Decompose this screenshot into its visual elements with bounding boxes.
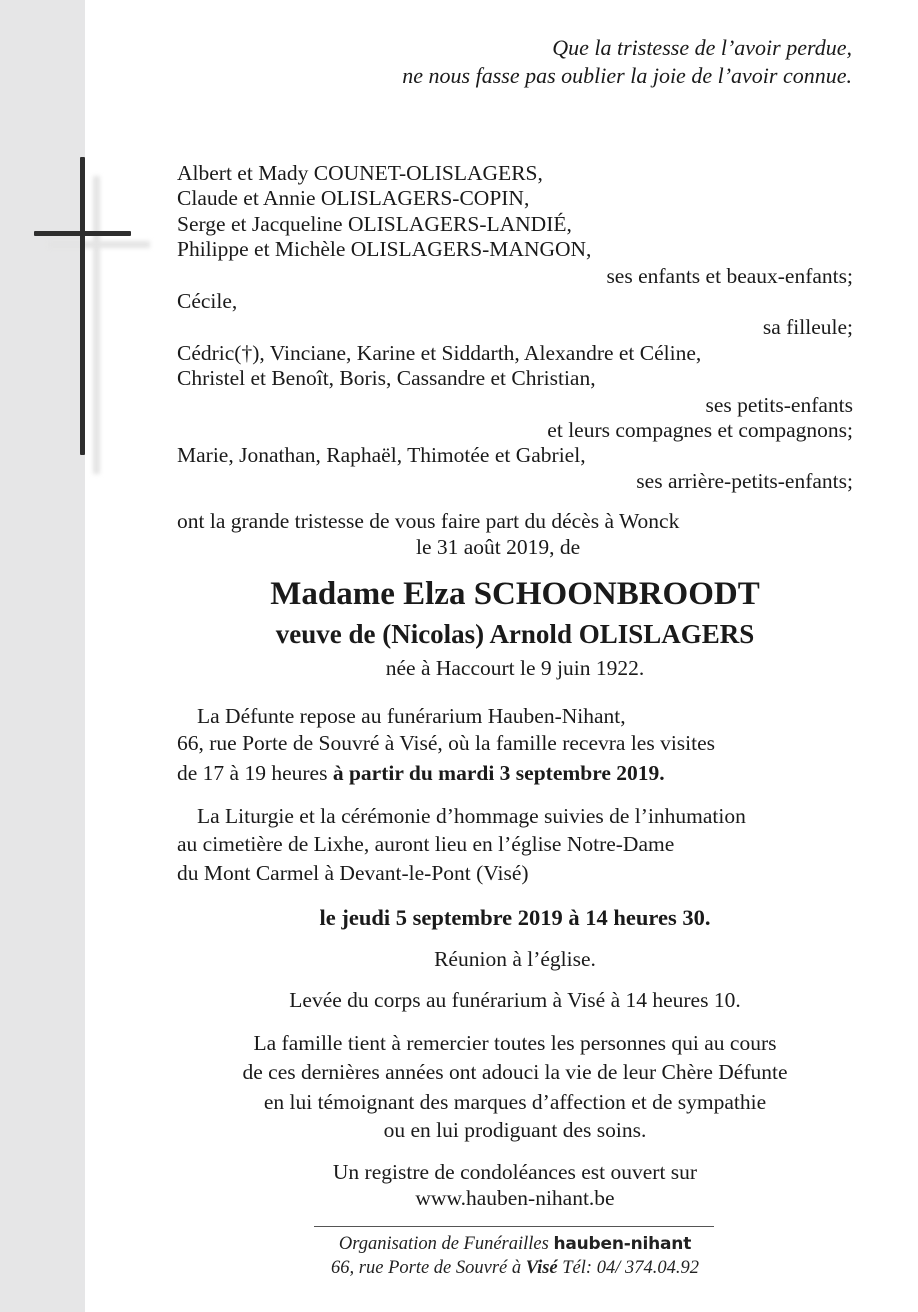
thanks-line-2: de ces dernières années ont adouci la vie de leur Chère Défunte <box>242 1060 788 1084</box>
thanks-line-4: ou en lui prodiguant des soins. <box>383 1118 647 1142</box>
grandchildren-line-2: Christel et Benoît, Boris, Cassandre et Christian, <box>177 366 596 390</box>
footer-street: 66, rue Porte de Souvré à <box>331 1258 526 1278</box>
left-sidebar-band <box>0 0 85 1312</box>
family-child-3: Serge et Jacqueline OLISLAGERS-LANDIÉ, <box>177 212 572 236</box>
great-grandchildren-role: ses arrière-petits-enfants; <box>636 469 853 493</box>
footer-divider <box>314 1226 714 1227</box>
quote-line-1: Que la tristesse de l’avoir perdue, <box>552 35 852 60</box>
epitaph-quote <box>402 34 852 90</box>
family-child-1: Albert et Mady COUNET-OLISLAGERS, <box>177 161 543 185</box>
footer-phone: Tél: 04/ 374.04.92 <box>557 1258 699 1278</box>
meeting-info: Réunion à l’église. <box>434 947 596 971</box>
footer-organisation <box>260 1232 770 1256</box>
grandchildren-line-1: Cédric(†), Vinciane, Karine et Siddarth, Alexandre et Céline, <box>177 341 702 365</box>
footer-address <box>260 1256 770 1280</box>
footer-org-label: Organisation de Funérailles <box>338 1234 554 1254</box>
great-grandchildren: Marie, Jonathan, Raphaël, Thimotée et Gabriel, <box>177 443 586 467</box>
grandchildren-partners-role: et leurs compagnes et compagnons; <box>547 418 853 442</box>
funeral-home-brand: hauben-nihant <box>553 1234 692 1254</box>
quote-line-2: ne nous fasse pas oublier la joie de l’avoir connue. <box>402 63 852 88</box>
widow-of: veuve de (Nicolas) Arnold OLISLAGERS <box>275 619 755 649</box>
thanks-line-3: en lui témoignant des marques d’affection et de sympathie <box>263 1090 767 1114</box>
visitation-start-date: à partir du mardi 3 septembre 2019. <box>332 761 665 785</box>
announcement-line-2: le 31 août 2019, de <box>416 535 581 559</box>
family-child-4: Philippe et Michèle OLISLAGERS-MANGON, <box>177 237 592 261</box>
departure-info: Levée du corps au funérarium à Visé à 14 heures 10. <box>289 988 741 1012</box>
condolences-line: Un registre de condoléances est ouvert sur <box>332 1160 698 1184</box>
ceremony-line-2: au cimetière de Lixhe, auront lieu en l’église Notre-Dame <box>177 832 675 856</box>
visitation-line-2: 66, rue Porte de Souvré à Visé, où la famille recevra les visites <box>177 731 716 755</box>
ceremony-line-1: La Liturgie et la cérémonie d’hommage suivies de l’inhumation <box>197 804 746 828</box>
family-child-2: Claude et Annie OLISLAGERS-COPIN, <box>177 186 530 210</box>
goddaughter-role: sa filleule; <box>762 315 853 339</box>
goddaughter-name: Cécile, <box>177 289 238 313</box>
visitation-line-1: La Défunte repose au funérarium Hauben-Nihant, <box>197 704 626 728</box>
visitation-hours: de 17 à 19 heures <box>177 761 333 785</box>
announcement-line-1: ont la grande tristesse de vous faire part du décès à Wonck <box>177 509 680 533</box>
condolences-website-link[interactable]: www.hauben-nihant.be <box>415 1186 615 1210</box>
visitation-line-3 <box>177 761 665 787</box>
birth-info: née à Haccourt le 9 juin 1922. <box>385 656 645 680</box>
ceremony-line-3: du Mont Carmel à Devant-le-Pont (Visé) <box>177 861 529 885</box>
deceased-name: Madame Elza SCHOONBROODT <box>270 576 760 612</box>
thanks-line-1: La famille tient à remercier toutes les personnes qui au cours <box>253 1031 777 1055</box>
grandchildren-role: ses petits-enfants <box>705 393 853 417</box>
children-role: ses enfants et beaux-enfants; <box>606 264 853 288</box>
footer-city: Visé <box>525 1258 558 1278</box>
ceremony-date: le jeudi 5 septembre 2019 à 14 heures 30. <box>319 905 711 930</box>
